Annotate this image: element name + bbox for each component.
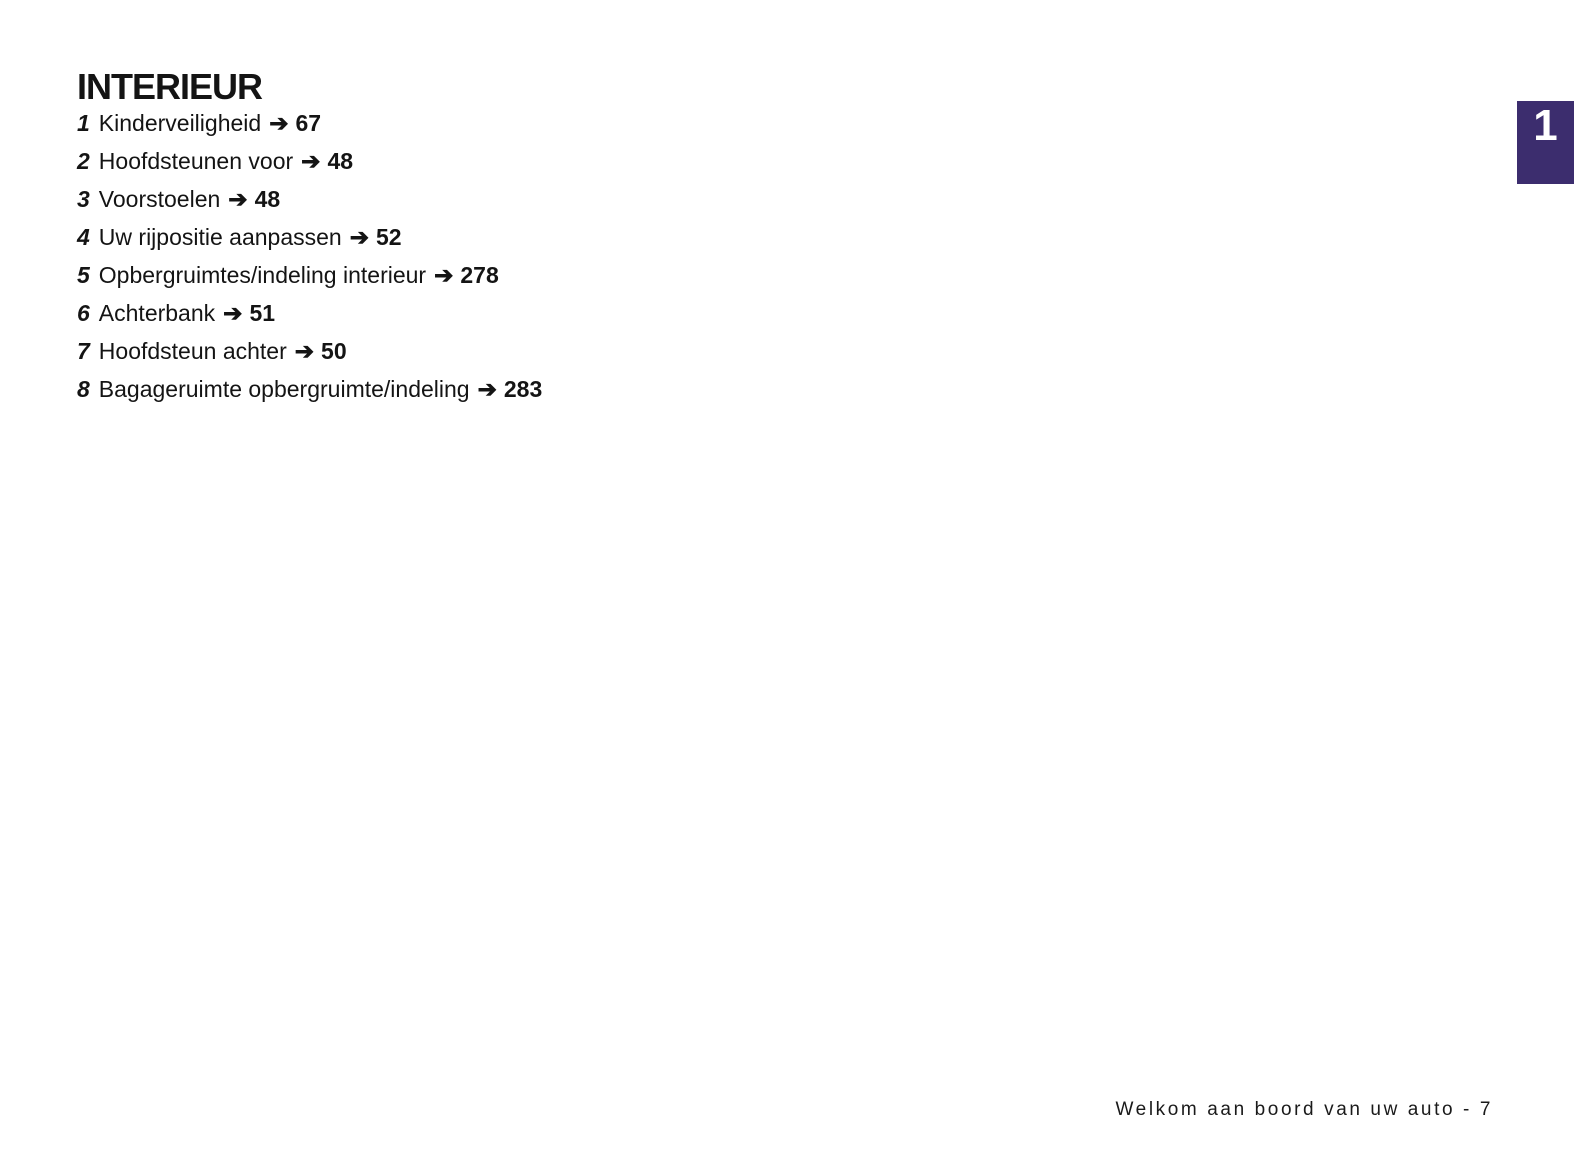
toc-item-page-number: 50 [321,338,347,364]
toc-item-label: Uw rijpositie aanpassen [98,224,342,250]
toc-item-number: 5 [77,262,90,288]
toc-item-page-number: 278 [460,262,499,288]
toc-item-label: Hoofdsteunen voor [98,148,294,174]
toc-item-number: 2 [77,148,90,174]
toc-item-page-number: 48 [327,148,354,174]
toc-item-page-number: 67 [295,110,322,136]
arrow-right-icon: ➔ [349,224,369,250]
arrow-right-icon: ➔ [228,186,248,212]
page-title: INTERIEUR [77,66,263,108]
toc-item-page-number: 283 [503,376,543,402]
toc-list [77,104,542,408]
toc-item-hoofdsteun-achter[interactable] [77,332,542,370]
toc-item-number: 4 [77,224,90,250]
toc-item-label: Voorstoelen [98,186,221,212]
toc-item-label: Bagageruimte opbergruimte/indeling [98,376,470,402]
toc-item-page-number: 52 [375,224,402,250]
toc-item-number: 7 [77,338,90,364]
toc-item-number: 8 [77,376,90,402]
toc-item-bagageruimte[interactable] [77,370,542,408]
toc-item-rijpositie-aanpassen[interactable] [77,218,542,256]
arrow-right-icon: ➔ [223,300,243,326]
toc-item-page-number: 51 [249,300,276,326]
page-footer: Welkom aan boord van uw auto - 7 [1115,1099,1493,1120]
toc-item-achterbank[interactable] [77,294,542,332]
toc-item-voorstoelen[interactable] [77,180,542,218]
toc-item-label: Hoofdsteun achter [98,338,287,364]
toc-item-label: Kinderveiligheid [98,110,262,136]
section-tab-1[interactable] [1517,101,1574,184]
toc-item-opbergruimtes-interieur[interactable] [77,256,542,294]
toc-item-page-number: 48 [254,186,281,212]
toc-item-number: 6 [77,300,90,326]
arrow-right-icon: ➔ [477,376,497,402]
toc-item-hoofdsteunen-voor[interactable] [77,142,542,180]
toc-item-kinderveiligheid[interactable] [77,104,542,142]
toc-item-number: 3 [77,186,90,212]
arrow-right-icon: ➔ [434,262,454,288]
toc-item-label: Opbergruimtes/indeling interieur [98,262,427,288]
toc-item-number: 1 [77,110,90,136]
section-tab-label: 1 [1533,101,1558,150]
arrow-right-icon: ➔ [269,110,289,136]
arrow-right-icon: ➔ [294,338,315,364]
arrow-right-icon: ➔ [301,148,321,174]
toc-item-label: Achterbank [98,300,216,326]
